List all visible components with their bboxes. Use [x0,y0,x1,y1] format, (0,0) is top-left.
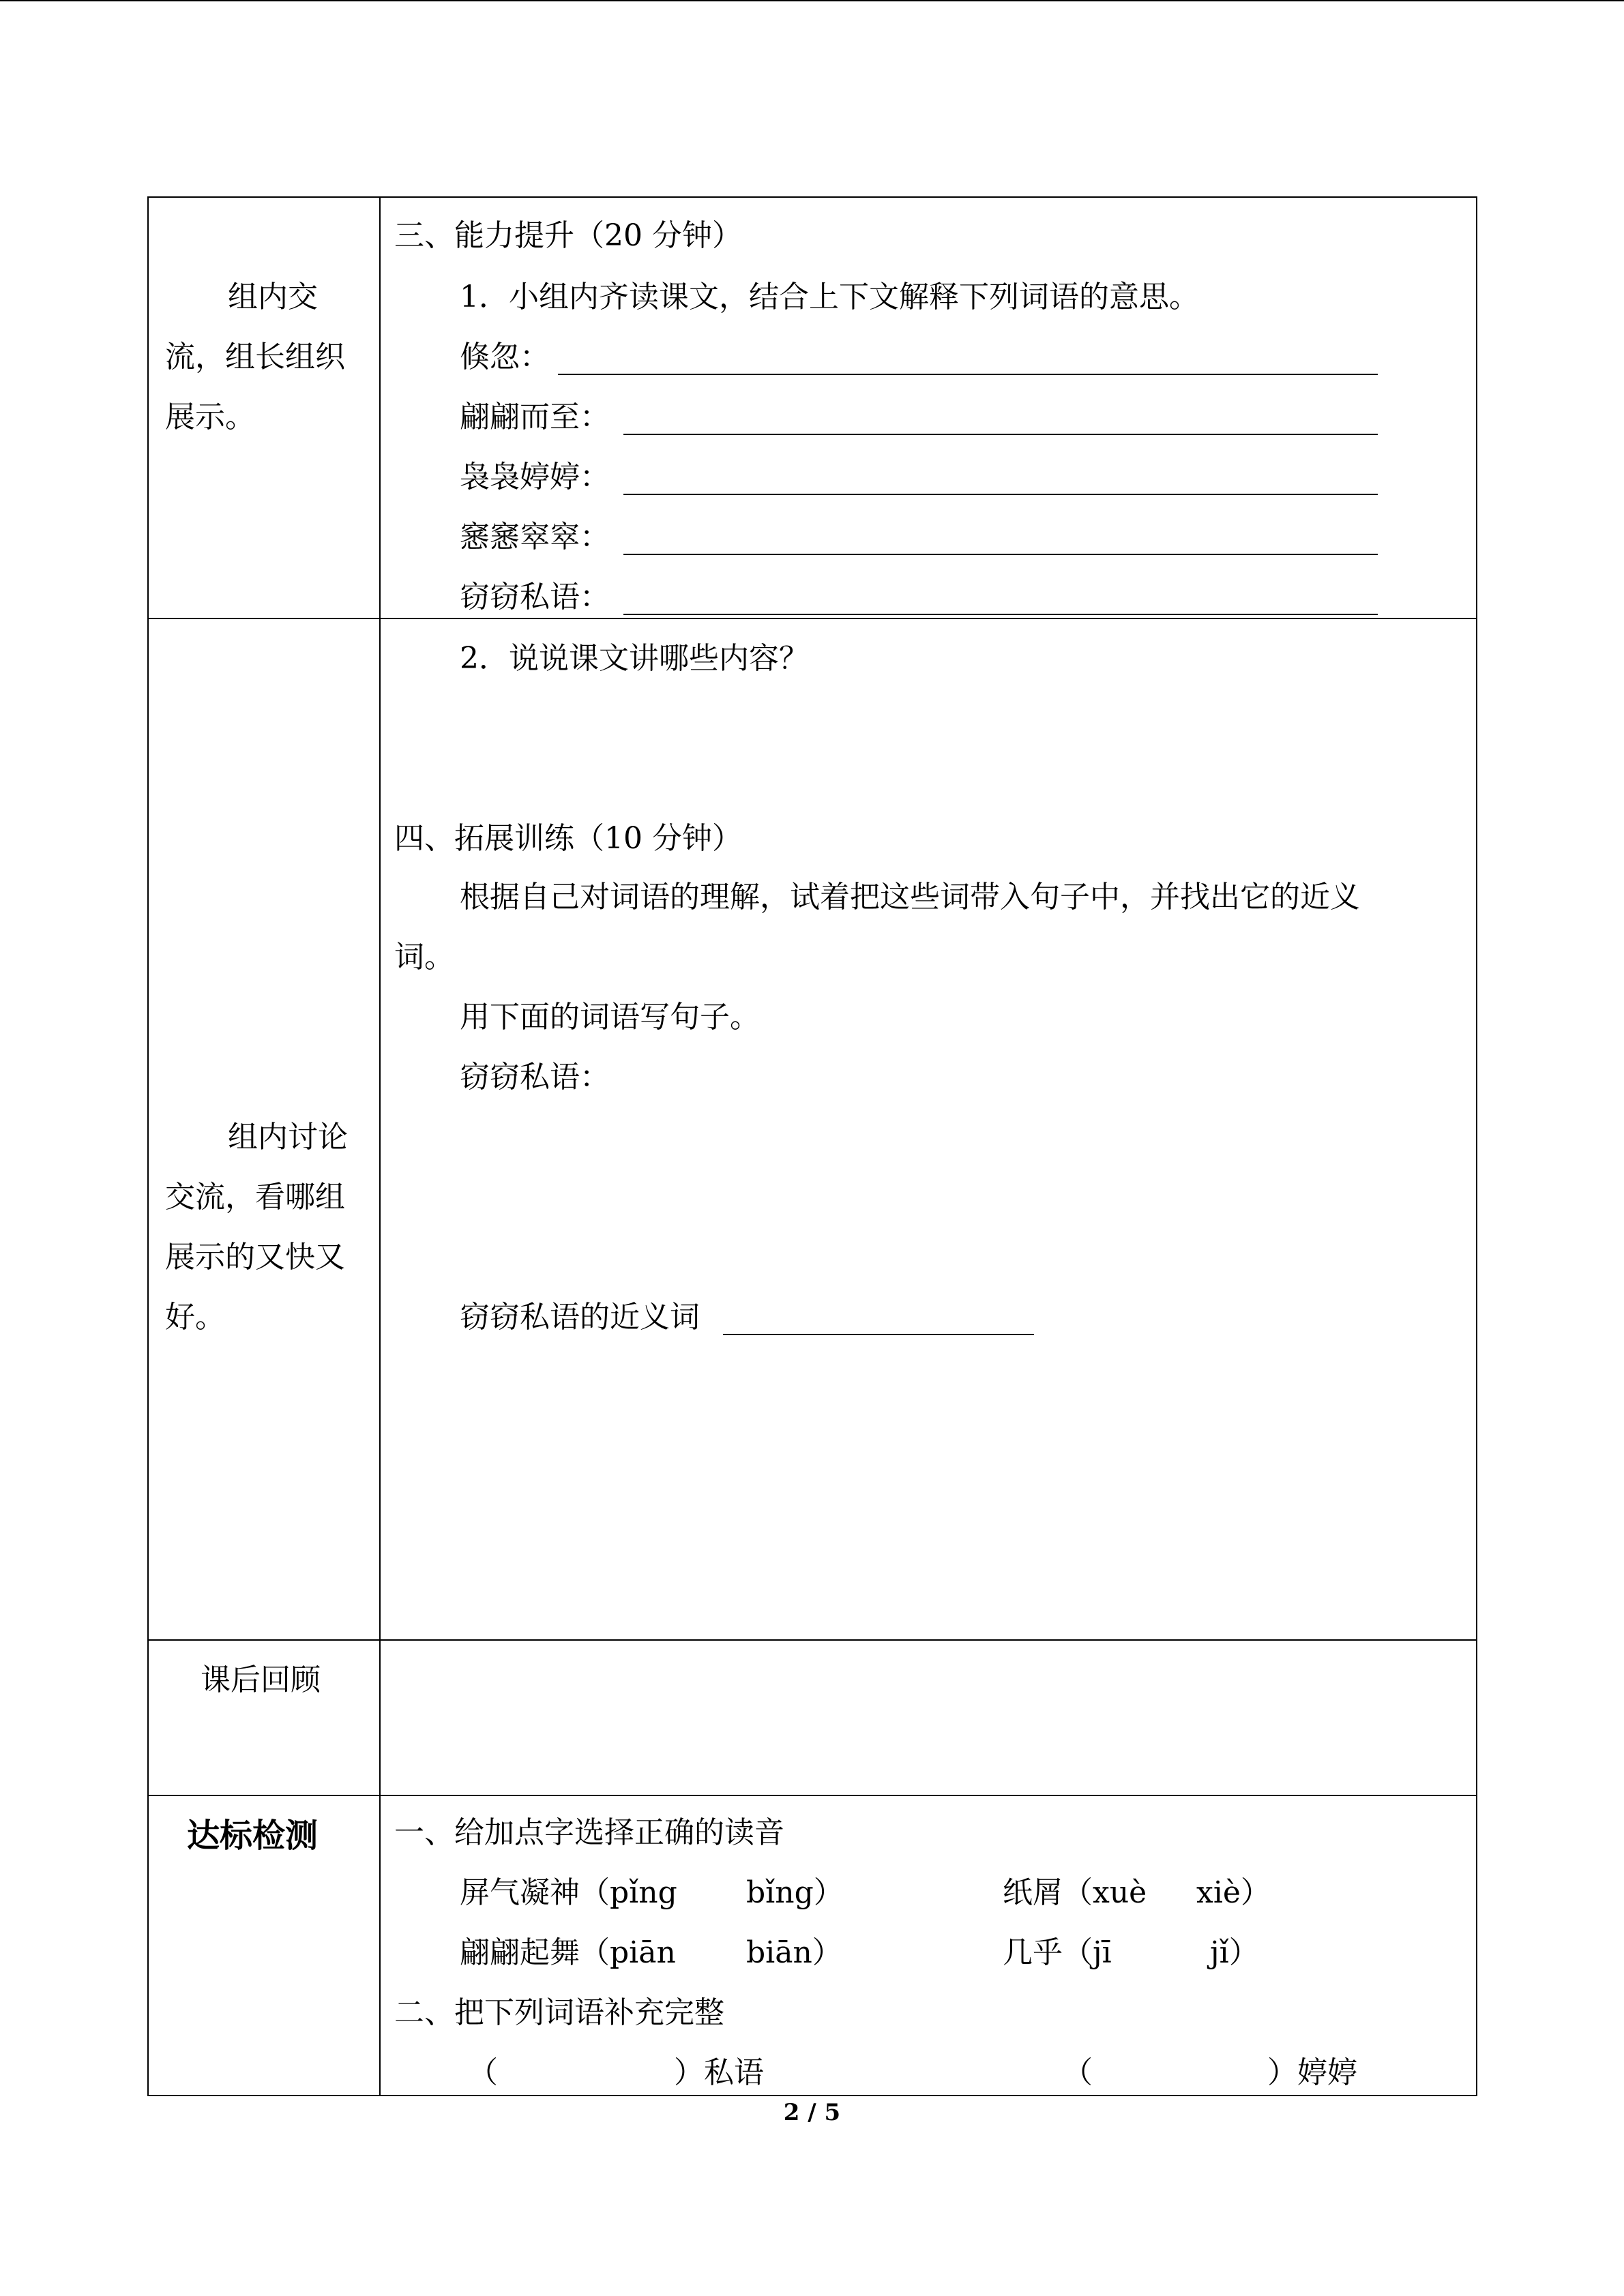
row-divider-3 [149,1795,1476,1796]
test-title-2: 二、把下列词语补充完整 [394,1995,724,2030]
term-blank[interactable] [623,434,1378,435]
term-label: 翩翩而至： [460,400,610,434]
test-title-1: 一、给加点字选择正确的读音 [394,1815,784,1850]
left-row3-label: 课后回顾 [201,1663,321,1697]
left-row2-line1: 组内讨论 [228,1120,348,1154]
test-item-2b: biān） [746,1935,842,1970]
top-border [0,0,1624,1]
section3-title: 三、能力提升（20 分钟） [394,218,742,253]
term-blank[interactable] [623,554,1378,555]
section3-q1: 1．小组内齐读课文，结合上下文解释下列词语的意思。 [460,280,1199,314]
column-divider [379,198,381,2095]
section4-word: 窃窃私语： [460,1060,610,1094]
fill-paren-open-2: （ [1063,2055,1093,2090]
test-item-2c: 几乎（jī [1003,1935,1112,1970]
term-blank[interactable] [558,374,1378,375]
section4-paragraph-line2: 词。 [394,940,454,974]
section4-paragraph-line1: 根据自己对词语的理解，试着把这些词带入句子中，并找出它的近义 [460,880,1360,914]
section4-synonym-label: 窃窃私语的近义词 [460,1300,700,1335]
section4-instruction: 用下面的词语写句子。 [460,1000,760,1034]
row-divider-2 [149,1639,1476,1641]
page-number: 2 / 5 [783,2099,841,2126]
fill-paren-open-1: （ [468,2055,498,2090]
term-label: 倏忽： [460,340,550,374]
test-item-1b: bǐng） [746,1875,844,1910]
fill-paren-close-2: ）婷婷 [1267,2055,1357,2090]
term-blank[interactable] [623,494,1378,495]
left-row1-line2: 流，组长组织 [165,340,345,374]
term-blank[interactable] [623,614,1378,615]
test-item-1d: xiè） [1196,1875,1271,1910]
section3-q2: 2．说说课文讲哪些内容？ [460,641,809,676]
test-item-1c: 纸屑（xuè [1003,1875,1147,1910]
term-label: 窸窸窣窣： [460,520,610,554]
term-label: 袅袅婷婷： [460,460,610,494]
left-row2-line2: 交流，看哪组 [165,1180,345,1214]
term-label: 窃窃私语： [460,580,610,614]
test-item-2d: jǐ） [1210,1935,1259,1970]
left-row1-line3: 展示。 [165,400,255,434]
row-divider-1 [149,618,1476,619]
fill-paren-close-1: ）私语 [674,2055,764,2090]
test-item-2a: 翩翩起舞（piān [460,1935,676,1970]
section4-title: 四、拓展训练（10 分钟） [394,821,742,856]
left-row2-line3: 展示的又快又 [165,1240,345,1274]
left-row2-line4: 好。 [165,1300,225,1335]
synonym-blank[interactable] [723,1334,1034,1335]
left-row4-label: 达标检测 [187,1817,319,1855]
test-item-1a: 屏气凝神（pǐng [460,1875,677,1910]
lesson-table [147,196,1477,2096]
left-row1-line1: 组内交 [228,280,318,314]
